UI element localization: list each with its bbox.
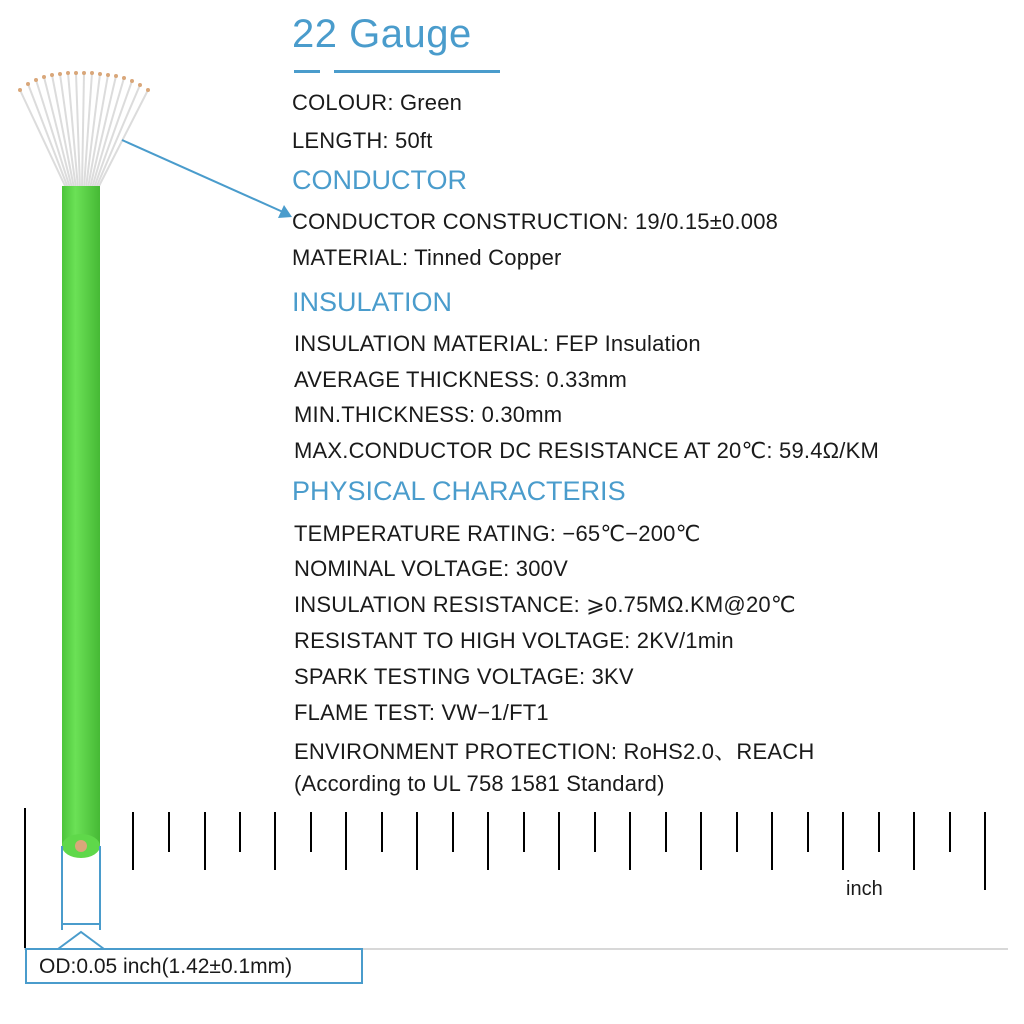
spec-flame-test: FLAME TEST: VW−1/FT1 bbox=[294, 700, 549, 725]
spec-average-thickness: AVERAGE THICKNESS: 0.33mm bbox=[294, 367, 628, 392]
spec-dc-resistance: MAX.CONDUCTOR DC RESISTANCE AT 20℃: 59.4Ω/KM bbox=[294, 438, 880, 463]
spec-temperature-rating: TEMPERATURE RATING: −65℃−200℃ bbox=[294, 521, 701, 546]
spec-standard-note: (According to UL 758 1581 Standard) bbox=[294, 771, 665, 796]
spec-insulation-material: INSULATION MATERIAL: FEP Insulation bbox=[294, 331, 701, 356]
spec-conductor-construction: CONDUCTOR CONSTRUCTION: 19/0.15±0.008 bbox=[292, 209, 779, 234]
section-heading-conductor: CONDUCTOR bbox=[292, 165, 467, 195]
wire-core bbox=[75, 840, 87, 852]
spec-colour: COLOUR: Green bbox=[292, 90, 463, 115]
spec-length: LENGTH: 50ft bbox=[292, 128, 433, 153]
title-underline-long bbox=[334, 70, 500, 73]
wire-insulation bbox=[62, 186, 100, 846]
title-underline-short bbox=[294, 70, 320, 73]
spec-high-voltage: RESISTANT TO HIGH VOLTAGE: 2KV/1min bbox=[294, 628, 734, 653]
spec-min-thickness: MIN.THICKNESS: 0.30mm bbox=[294, 402, 563, 427]
section-heading-physical: PHYSICAL CHARACTERIS bbox=[292, 476, 626, 506]
od-pointer bbox=[58, 932, 104, 949]
spec-spark-testing: SPARK TESTING VOLTAGE: 3KV bbox=[294, 664, 634, 689]
pointer-line bbox=[122, 140, 283, 212]
spec-conductor-material: MATERIAL: Tinned Copper bbox=[292, 245, 562, 270]
spec-insulation-resistance: INSULATION RESISTANCE: ⩾0.75MΩ.KM@20℃ bbox=[294, 592, 796, 617]
page-title: 22 Gauge bbox=[292, 12, 472, 56]
section-heading-insulation: INSULATION bbox=[292, 287, 453, 317]
conductor-strands bbox=[20, 73, 148, 188]
spec-environment-protection: ENVIRONMENT PROTECTION: RoHS2.0、REACH bbox=[294, 739, 815, 764]
od-label-box: OD:0.05 inch(1.42±0.1mm) bbox=[25, 948, 363, 984]
ruler-unit-label: inch bbox=[846, 878, 883, 900]
spec-nominal-voltage: NOMINAL VOLTAGE: 300V bbox=[294, 556, 568, 581]
